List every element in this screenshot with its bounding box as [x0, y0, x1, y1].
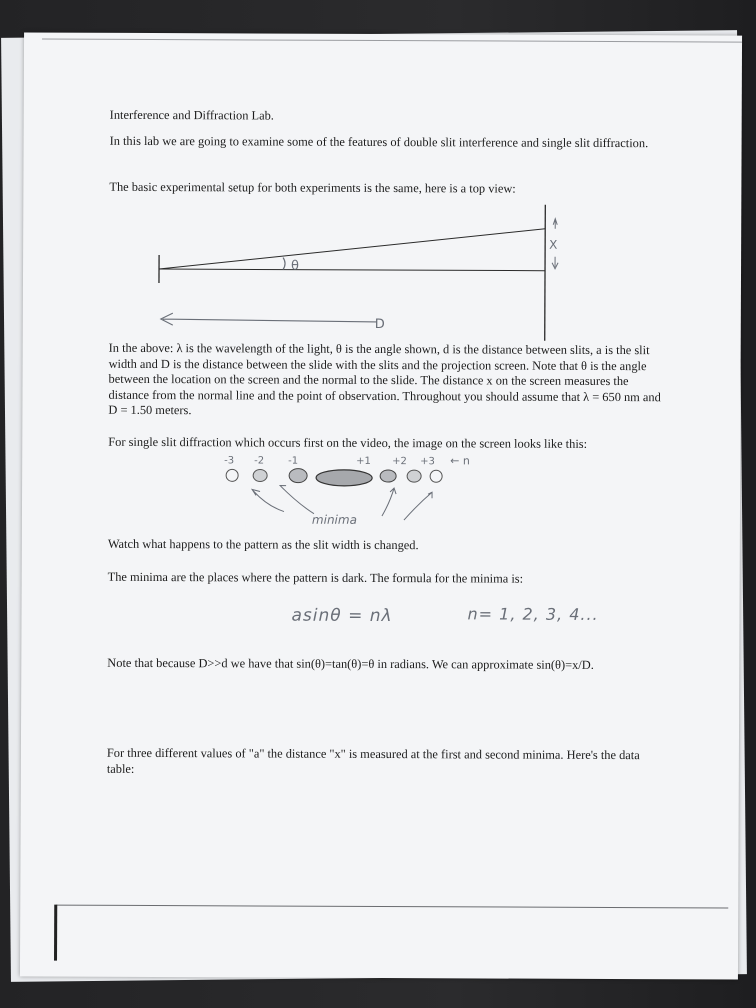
- spot-minus-2: [253, 469, 267, 481]
- page-bottom-line: [56, 905, 728, 909]
- ray-line: [159, 227, 545, 271]
- minima-paragraph: The minima are the places where the pattern is dark. The formula for the minima is:: [107, 569, 524, 586]
- theta-arc: [283, 258, 285, 270]
- spot-minus-3: [226, 469, 238, 481]
- x-label: X: [549, 237, 558, 252]
- setup-paragraph: The basic experimental setup for both experiments is the same, here is a top view:: [109, 179, 516, 196]
- spot-minus-1: [289, 469, 307, 483]
- setup-diagram: [149, 203, 570, 345]
- diffraction-pattern-sketch: [218, 451, 518, 532]
- approximation-note: Note that because D>>d we have that sin(θ)=tan(θ)=θ in radians. We can approximate sin(θ)=x/D.: [107, 655, 594, 672]
- theta-label: θ: [291, 258, 300, 274]
- spot-plus-3: [430, 470, 442, 482]
- single-slit-paragraph: For single slit diffraction which occurs first on the video, the image on the screen looks like this:: [108, 434, 588, 451]
- screen-line: [545, 205, 546, 341]
- distance-label: D: [374, 316, 385, 333]
- data-table-intro: For three different values of "a" the distance "x" is measured at the first and second minima. Here's the data table:: [106, 745, 640, 776]
- x-arrow-up: [553, 219, 557, 229]
- spot-plus-2: [407, 470, 421, 482]
- handwritten-formula: asinθ = nλ: [291, 605, 393, 627]
- normal-line: [159, 269, 545, 271]
- spot-plus-1: [380, 470, 396, 482]
- intro-paragraph: In this lab we are going to examine some of the features of double slit interference and single slit diffraction.: [109, 133, 649, 151]
- page-bottom-edge: [54, 905, 57, 961]
- order-label: +1: [356, 455, 371, 467]
- order-label: +2: [392, 456, 407, 468]
- document-page: [20, 32, 742, 979]
- page-top-line: [42, 39, 742, 43]
- central-maximum: [316, 470, 372, 486]
- watch-paragraph: Watch what happens to the pattern as the slit width is changed.: [107, 536, 419, 553]
- minima-label: minima: [311, 512, 357, 527]
- order-label: -1: [288, 455, 299, 467]
- order-label: +3: [420, 456, 435, 468]
- order-label: -3: [224, 455, 235, 467]
- variables-paragraph: In the above: λ is the wavelength of the light, θ is the angle shown, d is the distance between slits, a is the slit width and D is the distance between the slide with the slits and the projection screen. Note that θ is the angle between the location on the screen and the normal to the slide. The distance x on the screen measures the distance from the normal line and the point of observation. Throughout you should assume that λ = 650 nm and D = 1.50 meters.: [108, 340, 661, 418]
- handwritten-n-values: n= 1, 2, 3, 4...: [467, 604, 599, 624]
- distance-arrow: [161, 313, 377, 326]
- n-label: ← n: [450, 454, 470, 468]
- order-label: -2: [254, 455, 265, 467]
- x-arrow-down: [552, 257, 558, 269]
- lab-title: Interference and Diffraction Lab.: [109, 107, 274, 123]
